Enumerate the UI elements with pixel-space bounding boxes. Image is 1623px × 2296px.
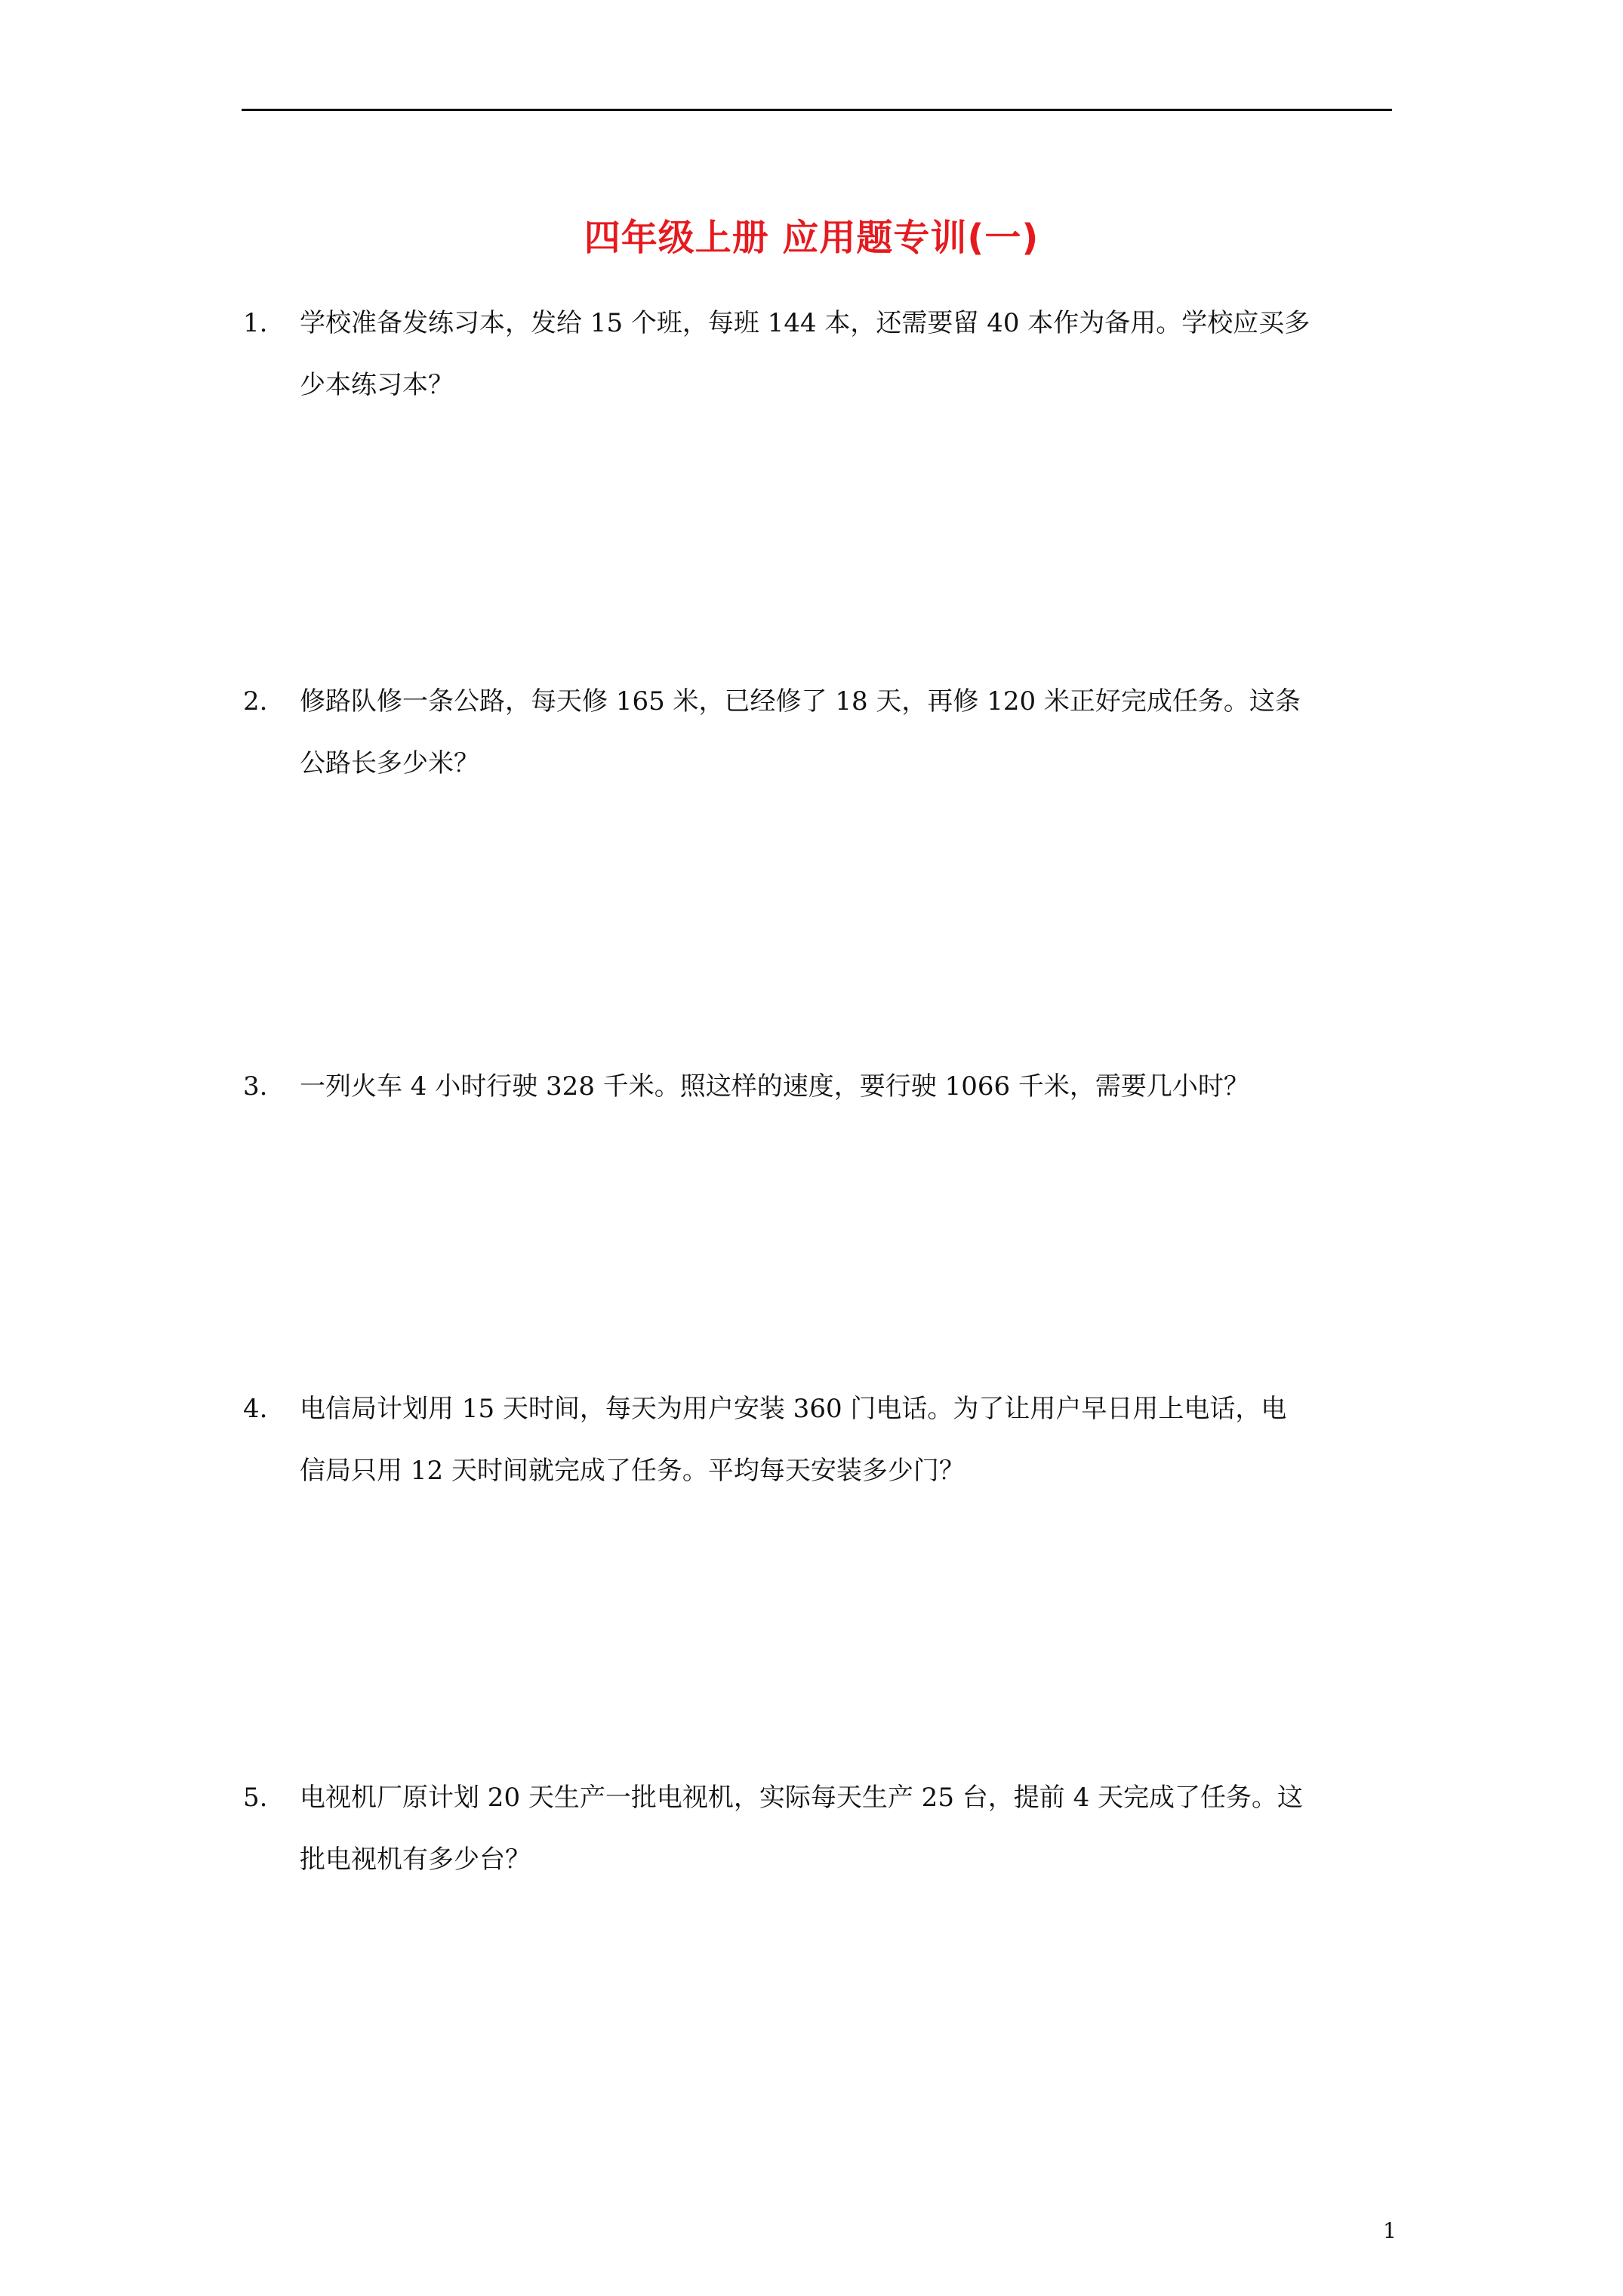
question-number: 5.	[243, 1783, 268, 1813]
question-number: 4.	[243, 1394, 268, 1424]
question-line-1: 电信局计划用 15 天时间，每天为用户安装 360 门电话。为了让用户早日用上电话，电	[300, 1394, 1287, 1424]
question-text	[300, 1056, 1390, 1117]
question-line-1: 电视机厂原计划 20 天生产一批电视机，实际每天生产 25 台，提前 4 天完成了任务。这	[300, 1783, 1304, 1813]
page-number: 1	[1383, 2218, 1397, 2243]
header-rule	[242, 109, 1392, 111]
question-text	[300, 1767, 1390, 1891]
question-number: 1.	[243, 308, 268, 338]
question-number: 3.	[243, 1071, 268, 1102]
question-text	[300, 1378, 1390, 1502]
question-text	[300, 292, 1390, 416]
question-line-2: 信局只用 12 天时间就完成了任务。平均每天安装多少门？	[300, 1456, 965, 1486]
question-number: 2.	[243, 686, 268, 717]
question-text	[300, 670, 1390, 794]
page-title: 四年级上册 应用题专训(一)	[584, 217, 1039, 259]
question-line-2: 公路长多少米？	[300, 748, 479, 778]
question-line-1: 一列火车 4 小时行驶 328 千米。照这样的速度，要行驶 1066 千米，需要几小时？	[300, 1071, 1249, 1102]
question-line-1: 学校准备发练习本，发给 15 个班，每班 144 本，还需要留 40 本作为备用。学校应买多	[300, 308, 1310, 338]
question-line-2: 批电视机有多少台？	[300, 1845, 531, 1875]
question-line-1: 修路队修一条公路，每天修 165 米，已经修了 18 天，再修 120 米正好完成任务。这条	[300, 686, 1301, 717]
question-line-2: 少本练习本？	[300, 370, 454, 400]
